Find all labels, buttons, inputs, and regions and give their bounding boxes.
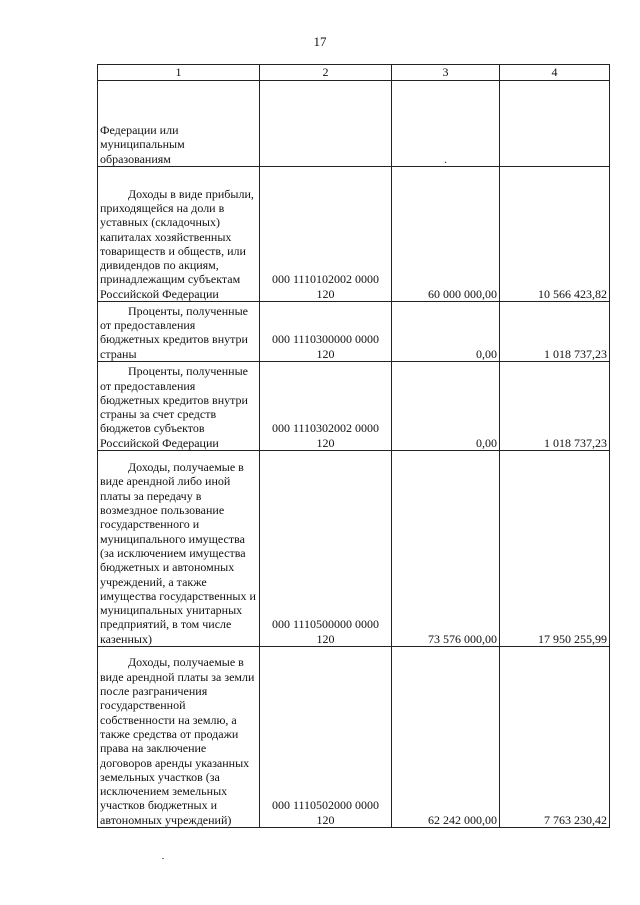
row-actual: 1 018 737,23 — [500, 362, 610, 451]
column-header-3: 3 — [392, 65, 500, 81]
row-plan: 60 000 000,00 — [392, 167, 500, 302]
row-actual: 7 763 230,42 — [500, 647, 610, 828]
row-name: Проценты, полученные от предоставления бюджетных кредитов внутри страны за счет средств бюджетов субъектов Российской Федерации — [98, 362, 260, 451]
row-actual: 17 950 255,99 — [500, 451, 610, 647]
row-code: 000 1110302002 0000 120 — [260, 362, 392, 451]
table-row — [98, 81, 610, 167]
table-row — [98, 302, 610, 362]
row-mark-cell — [392, 81, 500, 167]
row-code: 000 1110502000 0000 120 — [260, 647, 392, 828]
budget-revenue-table — [97, 64, 610, 828]
table-row — [98, 451, 610, 647]
column-header-4: 4 — [500, 65, 610, 81]
table-header-row — [98, 65, 610, 81]
row-actual: 1 018 737,23 — [500, 302, 610, 362]
row-code: 000 1110300000 0000 120 — [260, 302, 392, 362]
row-name: Доходы, получаемые в виде арендной либо иной платы за передачу в возмездное пользование государственного и муниципального имущества (за исключением имущества бюджетных и автономных учреждений, а также имущества государственных и муниципальных унитарных предприятий, в том числе казенных) — [98, 451, 260, 647]
row-code — [260, 81, 392, 167]
row-name: Доходы в виде прибыли, приходящейся на доли в уставных (складочных) капиталах хозяйственных товариществ и обществ, или дивидендов по акциям, принадлежащим субъектам Российской Федерации — [98, 167, 260, 302]
row-actual: 10 566 423,82 — [500, 167, 610, 302]
column-header-2: 2 — [260, 65, 392, 81]
row-actual — [500, 81, 610, 167]
row-plan: 62 242 000,00 — [392, 647, 500, 828]
stray-mark: . — [444, 151, 447, 166]
row-plan: 73 576 000,00 — [392, 451, 500, 647]
row-plan: 0,00 — [392, 362, 500, 451]
column-header-1: 1 — [98, 65, 260, 81]
scan-artifact-mark — [162, 858, 164, 859]
table-row — [98, 167, 610, 302]
page-number: 17 — [313, 34, 327, 49]
table-row — [98, 362, 610, 451]
row-code: 000 1110102002 0000 120 — [260, 167, 392, 302]
row-plan: 0,00 — [392, 302, 500, 362]
row-name: Федерации или муниципальным образованиям — [98, 81, 260, 167]
row-code: 000 1110500000 0000 120 — [260, 451, 392, 647]
table-row — [98, 647, 610, 828]
row-name: Проценты, полученные от предоставления бюджетных кредитов внутри страны — [98, 302, 260, 362]
row-name: Доходы, получаемые в виде арендной платы за земли после разграничения государственной собственности на землю, а также средства от продажи права на заключение договоров аренды указанных земельных участков (за исключением земельных участков бюджетных и автономных учреждений) — [98, 647, 260, 828]
